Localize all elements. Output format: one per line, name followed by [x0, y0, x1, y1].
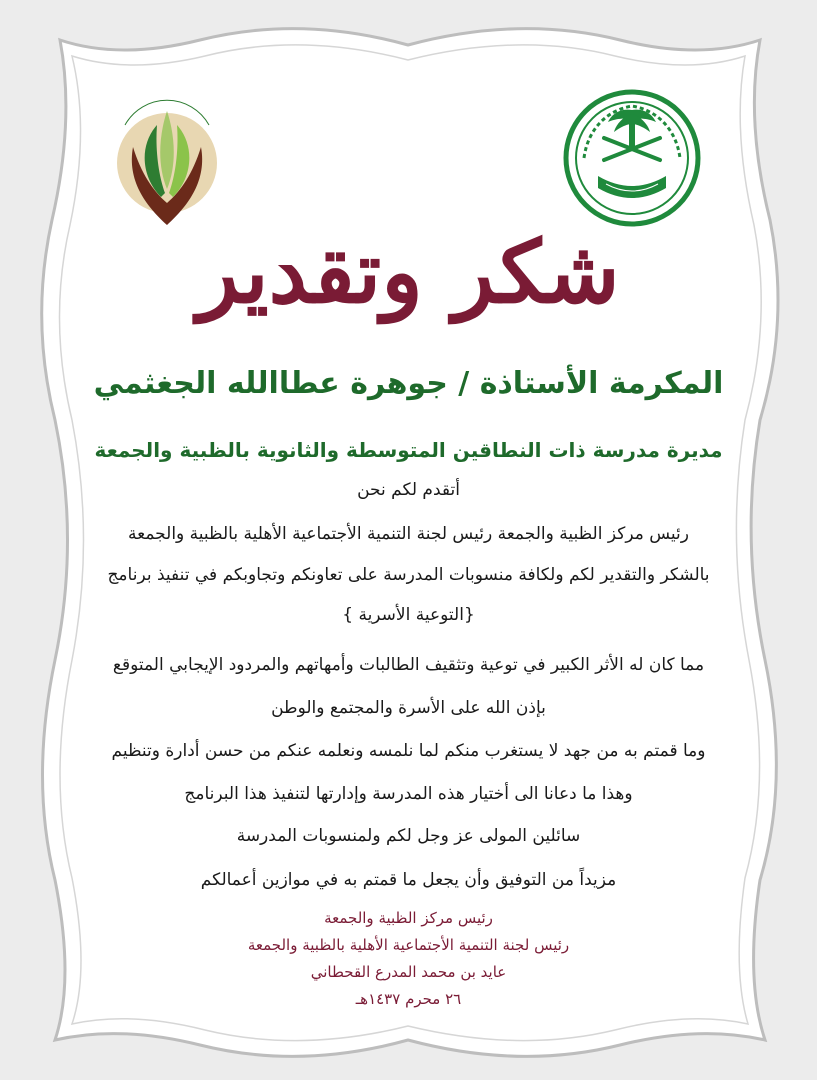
body-line: بإذن الله على الأسرة والمجتمع والوطن	[271, 698, 546, 718]
body-line: وما قمتم به من جهد لا يستغرب منكم لما نلمسه ونعلمه عنكم من حسن أدارة وتنظيم	[111, 741, 706, 761]
certificate-content	[60, 0, 757, 1080]
recipient-role: مديرة مدرسة ذات النطاقين المتوسطة والثانوية بالظبية والجمعة	[94, 438, 723, 462]
body-line: رئيس مركز الظبية والجمعة رئيس لجنة التنمية الأجتماعية الأهلية بالظبية والجمعة	[128, 524, 689, 544]
signature-line: عايد بن محمد المدرع القحطاني	[310, 963, 507, 981]
recipient-name: المكرمة الأستاذة / جوهرة عطاالله الجغثمي	[93, 366, 724, 401]
body-line: سائلين المولى عز وجل لكم ولمنسوبات المدرسة	[236, 826, 581, 846]
signature-line: رئيس لجنة التنمية الأجتماعية الأهلية بالظبية والجمعة	[247, 936, 570, 954]
body-line: بالشكر والتقدير لكم ولكافة منسوبات المدرسة على تعاونكم وتجاوبكم في تنفيذ برنامج	[107, 565, 710, 585]
body-line: أتقدم لكم نحن	[357, 480, 460, 500]
body-line: وهذا ما دعانا الى أختيار هذه المدرسة وإدارتها لتنفيذ هذا البرنامج	[184, 784, 633, 804]
body-line: {التوعية الأسرية }	[342, 605, 475, 625]
body-line: مما كان له الأثر الكبير في توعية وتثقيف الطالبات وأمهاتهم والمردود الإيجابي المتوقع	[112, 655, 705, 675]
signature-date: ٢٦ محرم ١٤٣٧هـ	[355, 990, 462, 1008]
certificate-title: شكر وتقدير	[197, 222, 620, 323]
body-line: مزيداً من التوفيق وأن يجعل ما قمتم به في موازين أعمالكم	[200, 870, 617, 890]
signature-line: رئيس مركز الظبية والجمعة	[324, 909, 493, 927]
